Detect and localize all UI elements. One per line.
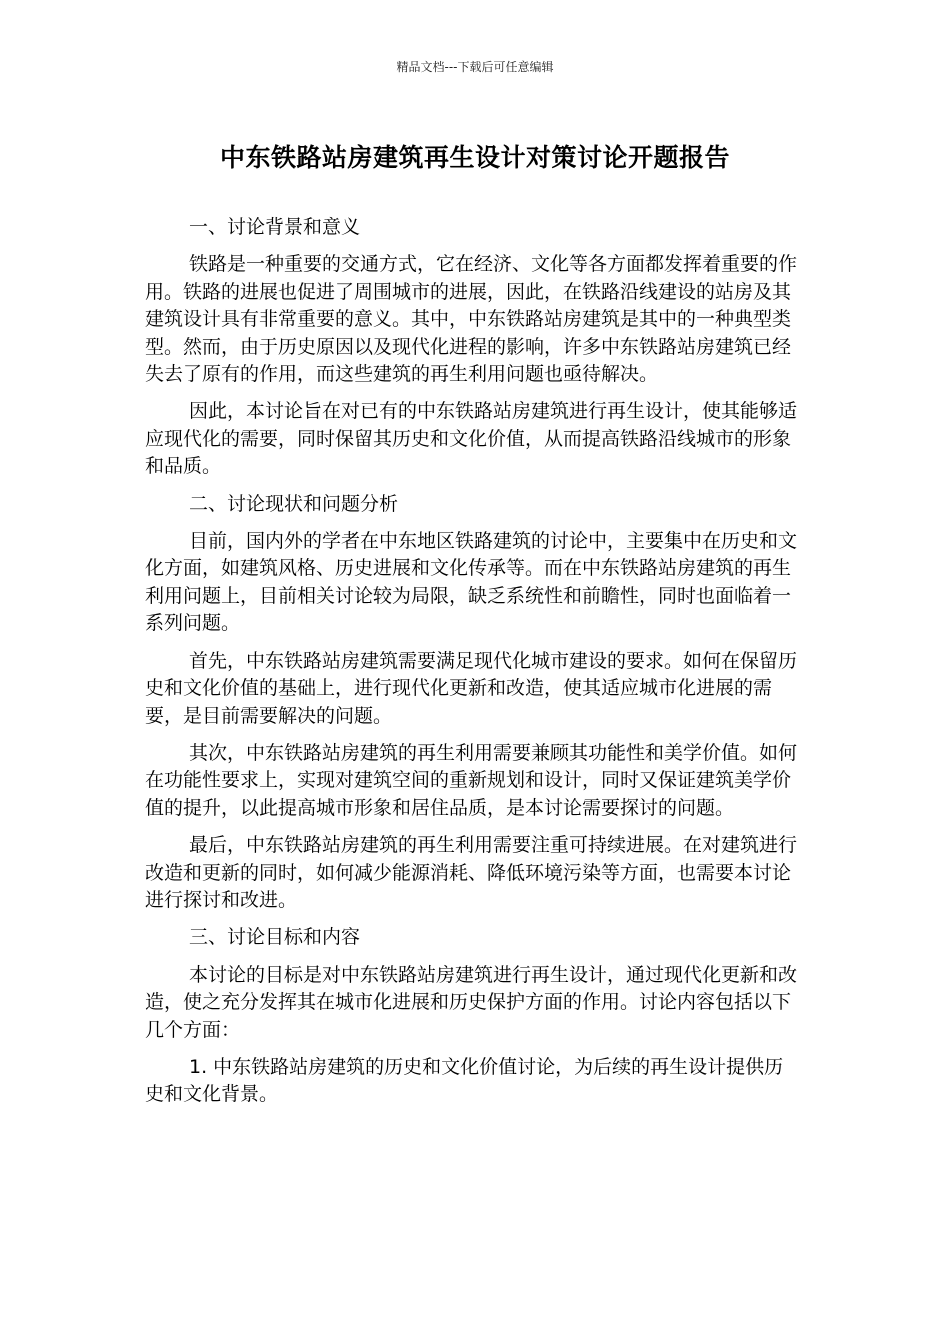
section-1-heading: 一、讨论背景和意义 [189,216,361,238]
paragraph: 铁路是一种重要的交通方式，它在经济、文化等各方面都发挥着重要的作用。铁路的进展也促进了周围城市的进展，因此，在铁路沿线建设的站房及其建筑设计具有非常重要的意义。其中，中东铁路站房建筑是其中的一种典型类型。然而，由于历史原因以及现代化进程的影响，许多中东铁路站房建筑已经失去了原有的作用，而这些建筑的再生利用问题也亟待解决。 [145,253,798,386]
section-3-heading: 三、讨论目标和内容 [189,926,361,949]
document-title: 中东铁路站房建筑再生设计对策讨论开题报告 [219,143,730,172]
paragraph: 其次，中东铁路站房建筑的再生利用需要兼顾其功能性和美学价值。如何在功能性要求上，实现对建筑空间的重新规划和设计，同时又保证建筑美学价值的提升，以此提高城市形象和居住品质，是本讨论需要探讨的问题。 [145,741,798,819]
section-2-heading: 二、讨论现状和问题分析 [189,492,399,515]
paragraph: 首先，中东铁路站房建筑需要满足现代化城市建设的要求。如何在保留历史和文化价值的基础上，进行现代化更新和改造，使其适应城市化进展的需要，是目前需要解决的问题。 [145,649,798,727]
header-note: 精品文档---下载后可任意编辑 [396,60,554,74]
document-body [145,214,800,1109]
paragraph: 本讨论的目标是对中东铁路站房建筑进行再生设计，通过现代化更新和改造，使之充分发挥其在城市化进展和历史保护方面的作用。讨论内容包括以下几个方面： [145,963,798,1041]
paragraph: 目前，国内外的学者在中东地区铁路建筑的讨论中，主要集中在历史和文化方面，如建筑风格、历史进展和文化传承等。而在中东铁路站房建筑的再生利用问题上，目前相关讨论较为局限，缺乏系统性和前瞻性，同时也面临着一系列问题。 [145,530,798,635]
list-item: 1. 中东铁路站房建筑的历史和文化价值讨论，为后续的再生设计提供历史和文化背景。 [145,1055,784,1106]
paragraph: 最后，中东铁路站房建筑的再生利用需要注重可持续进展。在对建筑进行改造和更新的同时，如何减少能源消耗、降低环境污染等方面，也需要本讨论进行探讨和改进。 [145,834,798,911]
paragraph: 因此，本讨论旨在对已有的中东铁路站房建筑进行再生设计，使其能够适应现代化的需要，同时保留其历史和文化价值，从而提高铁路沿线城市的形象和品质。 [145,400,798,478]
